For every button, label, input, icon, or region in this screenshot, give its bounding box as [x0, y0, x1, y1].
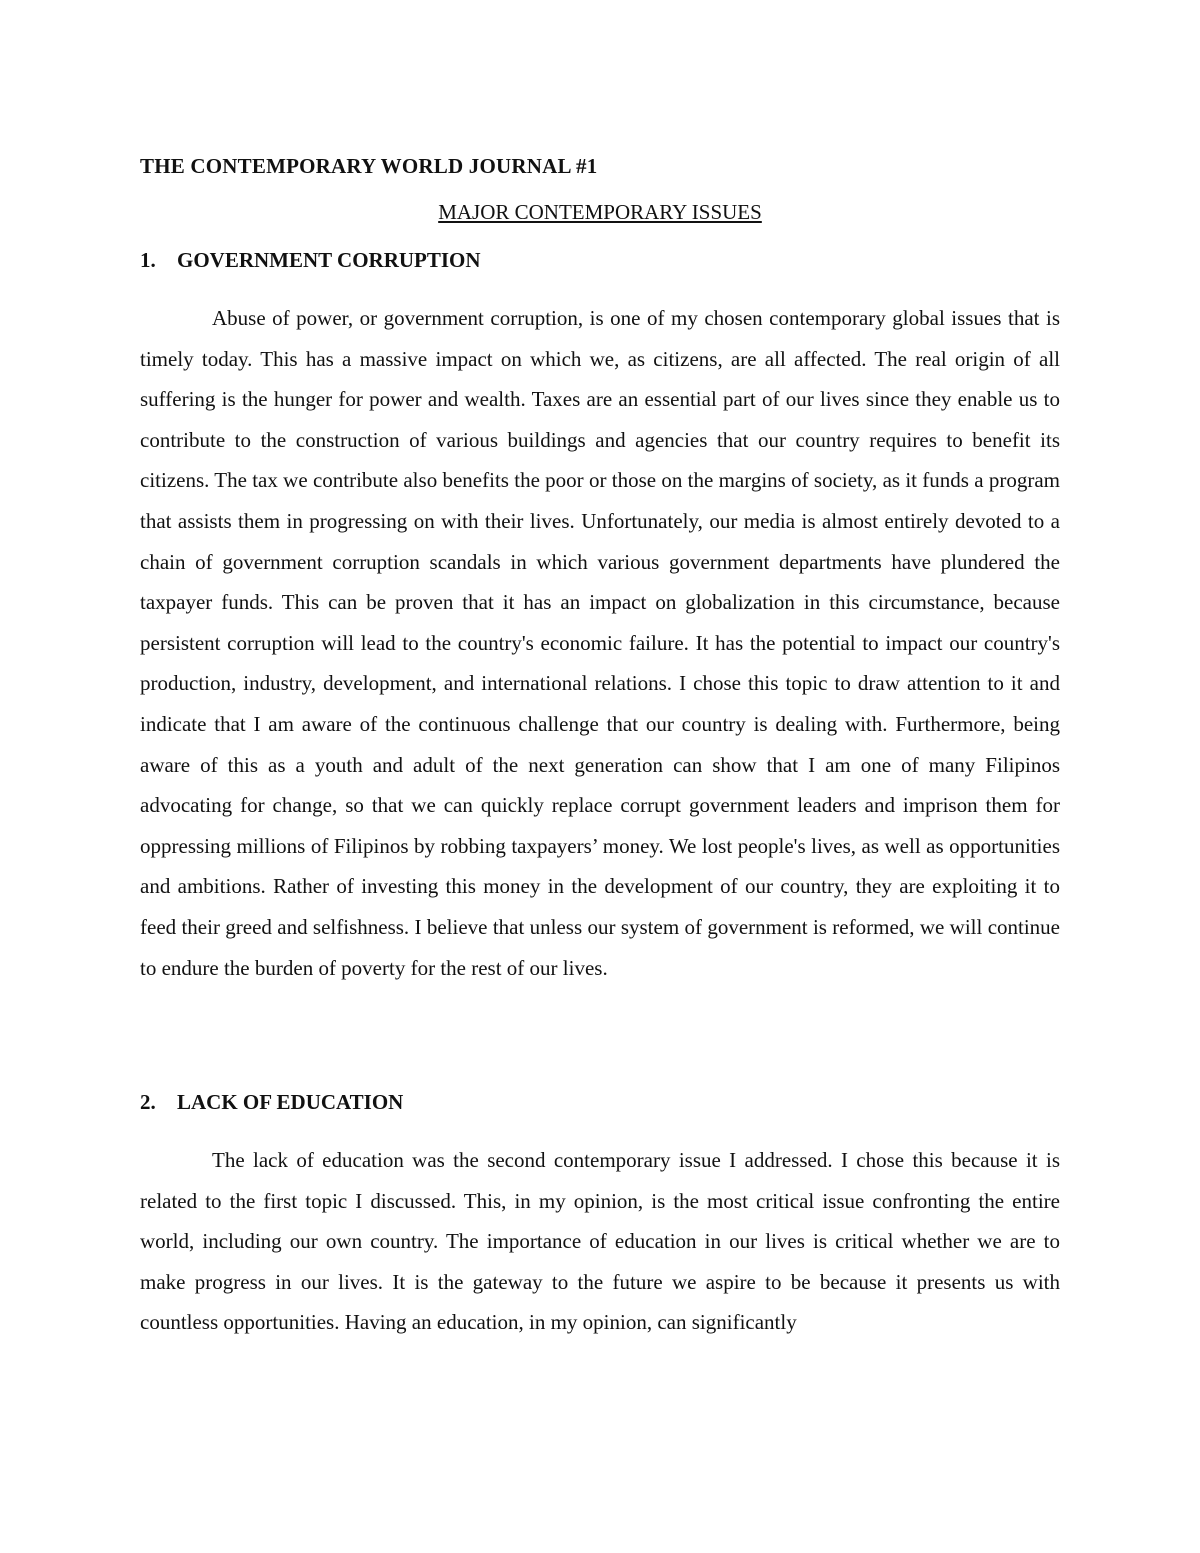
section-heading-text: GOVERNMENT CORRUPTION [177, 248, 481, 272]
document-title: MAJOR CONTEMPORARY ISSUES [438, 200, 762, 224]
paragraph-government-corruption: Abuse of power, or government corruption, is one of my chosen contemporary global issues that is timely today. This has a massive impact on which we, as citizens, are all affected. The real origin of all suffering is the hunger for power and wealth. Taxes are an essential part of our lives since they enable us to contribute to the construction of various buildings and agencies that our country requires to benefit its citizens. The tax we contribute also benefits the poor or those on the margins of society, as it funds a program that assists them in progressing on with their lives. Unfortunately, our media is almost entirely devoted to a chain of government corruption scandals in which various government departments have plundered the taxpayer funds. This can be proven that it has an impact on globalization in this circumstance, because persistent corruption will lead to the country's economic failure. It has the potential to impact our country's production, industry, development, and international relations. I chose this topic to draw attention to it and indicate that I am aware of the continuous challenge that our country is dealing with. Furthermore, being aware of this as a youth and adult of the next generation can show that I am one of many Filipinos advocating for change, so that we can quickly replace corrupt government leaders and imprison them for oppressing millions of Filipinos by robbing taxpayers’ money. We lost people's lives, as well as opportunities and ambitions. Rather of investing this money in the development of our country, they are exploiting it to feed their greed and selfishness. I believe that unless our system of government is reformed, we will continue to endure the burden of poverty for the rest of our lives. [140, 306, 1060, 980]
section-heading-lack-of-education [140, 1090, 403, 1115]
section-number: 2. [140, 1090, 156, 1114]
section-heading-government-corruption [140, 248, 481, 273]
paragraph-lack-of-education: The lack of education was the second contemporary issue I addressed. I chose this because it is related to the first topic I discussed. This, in my opinion, is the most critical issue confronting the entire world, including our own country. The importance of education in our lives is critical whether we are to make progress in our lives. It is the gateway to the future we aspire to be because it presents us with countless opportunities. Having an education, in my opinion, can significantly [140, 1148, 1060, 1335]
journal-title: THE CONTEMPORARY WORLD JOURNAL #1 [140, 154, 598, 178]
section-heading-text: LACK OF EDUCATION [177, 1090, 404, 1114]
section-number: 1. [140, 248, 156, 272]
